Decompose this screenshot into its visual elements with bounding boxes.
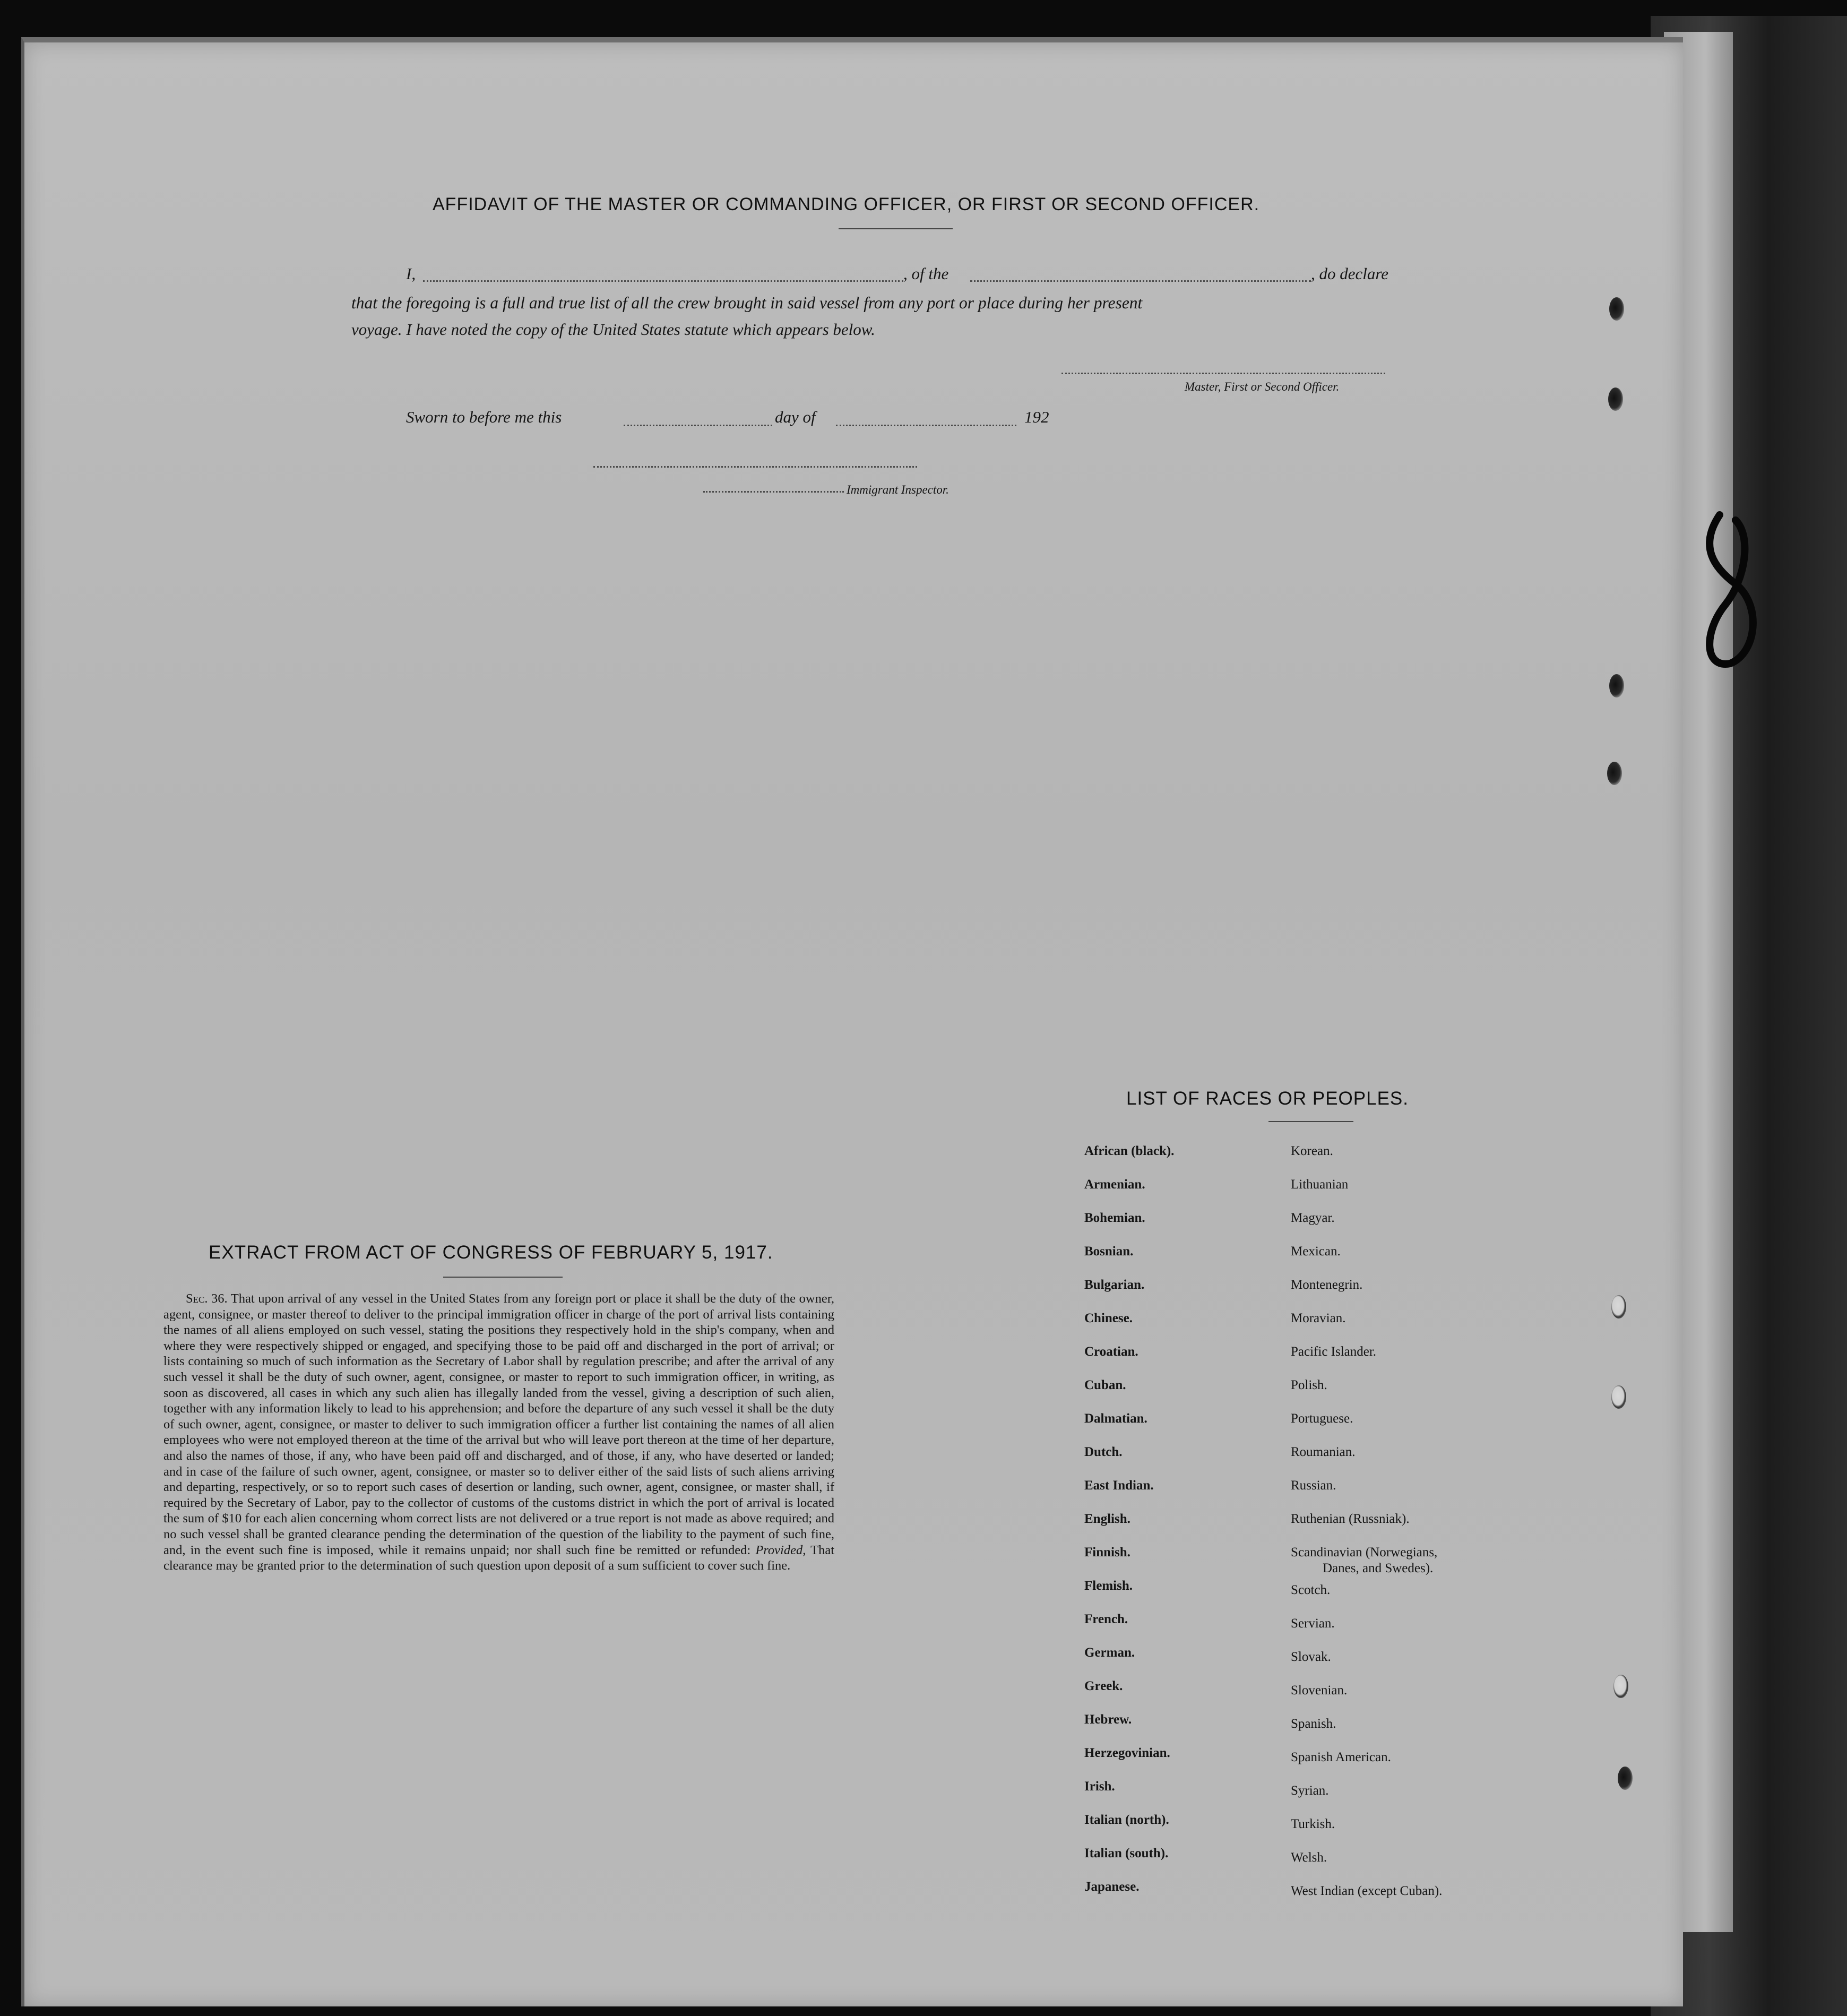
extract-title: EXTRACT FROM ACT OF CONGRESS OF FEBRUARY 5, 1917. [209, 1242, 773, 1263]
affidavit-title: AFFIDAVIT OF THE MASTER OR COMMANDING OFFICER, OR FIRST OR SECOND OFFICER. [433, 194, 1260, 214]
binder-hole [1609, 297, 1624, 321]
race-item: Magyar. [1291, 1211, 1335, 1225]
inspector-name-field[interactable] [703, 491, 844, 493]
race-item: Finnish. [1084, 1545, 1130, 1560]
race-item: Bulgarian. [1084, 1278, 1145, 1292]
master-caption: Master, First or Second Officer. [1185, 380, 1340, 393]
binder-hole [1611, 1295, 1626, 1319]
extract-text-part2: That clearance may be granted prior to the determination of such question upon deposit of a sum sufficient to cover such fine. [163, 1543, 835, 1573]
sworn-day-field[interactable] [624, 425, 772, 426]
proviso-label: Provided, [755, 1543, 806, 1557]
race-item: Spanish American. [1291, 1750, 1391, 1764]
master-signature-field[interactable] [1061, 373, 1385, 374]
race-item: Portuguese. [1291, 1411, 1353, 1426]
race-item: Mexican. [1291, 1244, 1341, 1259]
binder-hole [1607, 762, 1622, 785]
race-item: Korean. [1291, 1144, 1333, 1158]
race-item: Syrian. [1291, 1784, 1329, 1798]
inspector-caption: Immigrant Inspector. [847, 483, 949, 496]
race-item: East Indian. [1084, 1478, 1154, 1493]
bleed-through-text [159, 159, 1486, 191]
race-item: Cuban. [1084, 1378, 1126, 1392]
race-item: Scotch. [1291, 1583, 1331, 1597]
race-item: Polish. [1291, 1378, 1327, 1392]
race-item: Moravian. [1291, 1311, 1346, 1325]
race-item: German. [1084, 1645, 1135, 1660]
race-item: Armenian. [1084, 1177, 1145, 1192]
race-item: Turkish. [1291, 1817, 1335, 1831]
race-item: Ruthenian (Russniak). [1291, 1512, 1410, 1526]
race-item: French. [1084, 1612, 1128, 1626]
race-item: Roumanian. [1291, 1445, 1356, 1459]
race-item: Dalmatian. [1084, 1411, 1147, 1426]
race-item: Lithuanian [1291, 1177, 1349, 1192]
binder-hole [1609, 674, 1624, 697]
declarant-name-field[interactable] [423, 280, 903, 282]
inspector-signature-line[interactable] [593, 466, 917, 468]
sworn-label: Sworn to before me this [406, 408, 562, 426]
binder-hole [1618, 1767, 1633, 1790]
race-item: Italian (north). [1084, 1813, 1169, 1827]
race-item: Bohemian. [1084, 1211, 1145, 1225]
race-item: Danes, and Swedes). [1323, 1561, 1434, 1575]
race-item: Irish. [1084, 1779, 1115, 1794]
race-item: West Indian (except Cuban). [1291, 1884, 1443, 1898]
affidavit-line-3: voyage. I have noted the copy of the United States statute which appears below. [351, 320, 875, 339]
extract-text-part1: That upon arrival of any vessel in the United States from any foreign port or place it shall be the duty of the owner, agent, consignee, or master thereof to deliver to the principal immigration officer in charge of the port of arrival lists containing the names of all aliens employed on such vessel, stating the positions they respectively hold in the ship's company, when and where they were respectively shipped or engaged, and specifying those to be paid off and discharged in the port of arrival; or lists containing so much of such information as the Secretary of Labor shall by regulation prescribe; and after the arrival of any such vessel it shall be the duty of such owner, agent, consignee, or master to report to such immigration officer, in writing, as soon as discovered, all cases in which any such alien has illegally landed from the vessel, giving a description of such alien, together with any information likely to lead to his apprehension; and before the departure of any such vessel it shall be the duty of such owner, agent, consignee, or master to deliver to such immigration officer a further list containing the names of all alien employees who were not employed thereon at the time of the arrival but who will leave port thereon at the time of her departure, and also the names of those, if any, who have been paid off and discharged, and of those, if any, who have deserted or landed; and in case of the failure of such owner, agent, consignee, or master so to deliver either of the said lists of such aliens arriving and departing, respectively, or so to report such cases of desertion or landing, such owner, agent, consignee, or master shall, if required by the Secretary of Labor, pay to the collector of customs of the customs district in which the port of arrival is located the sum of $10 for each alien concerning whom correct lists are not delivered or a true report is not made as above required; and no such vessel shall be granted clearance pending the determination of the question of the liability to the payment of such fine, and, in the event such fine is imposed, while it remains unpaid; nor shall such fine be remitted or refunded: [163, 1291, 834, 1557]
race-item: Slovenian. [1291, 1683, 1348, 1698]
race-item: Scandinavian (Norwegians, [1291, 1545, 1438, 1560]
year-label: 192 [1024, 408, 1049, 426]
race-item: African (black). [1084, 1144, 1175, 1158]
race-item: Spanish. [1291, 1717, 1336, 1731]
section-label: Sec. 36. [186, 1291, 228, 1306]
race-item: Greek. [1084, 1679, 1123, 1693]
extract-rule [443, 1277, 563, 1278]
extract-body [163, 1291, 834, 1574]
affidavit-line-2: that the foregoing is a full and true list of all the crew brought in said vessel from any port or place during her present [351, 294, 1143, 312]
binder-hole [1613, 1675, 1628, 1698]
race-item: Pacific Islander. [1291, 1345, 1377, 1359]
race-item: Dutch. [1084, 1445, 1123, 1459]
race-item: Welsh. [1291, 1850, 1327, 1865]
race-item: Croatian. [1084, 1345, 1138, 1359]
race-item: Russian. [1291, 1478, 1336, 1493]
affidavit-i-label: I, [406, 264, 416, 283]
race-item: Italian (south). [1084, 1846, 1169, 1860]
race-item: Chinese. [1084, 1311, 1133, 1325]
races-title: LIST OF RACES OR PEOPLES. [1126, 1088, 1409, 1109]
title-rule [839, 228, 953, 229]
affidavit-of-the-label: , of the [903, 264, 949, 283]
race-item: Flemish. [1084, 1579, 1133, 1593]
sworn-month-field[interactable] [836, 425, 1016, 426]
race-item: English. [1084, 1512, 1130, 1526]
binder-hole [1608, 387, 1623, 411]
race-item: Hebrew. [1084, 1712, 1132, 1727]
affidavit-declare-label: , do declare [1311, 264, 1389, 283]
race-item: Herzegovinian. [1084, 1746, 1170, 1760]
race-item: Slovak. [1291, 1650, 1331, 1664]
handwritten-mark [1693, 504, 1773, 674]
race-item: Bosnian. [1084, 1244, 1134, 1259]
race-item: Servian. [1291, 1616, 1335, 1631]
day-of-label: day of [775, 408, 816, 426]
binder-hole [1611, 1385, 1626, 1409]
races-rule [1268, 1121, 1353, 1122]
race-item: Montenegrin. [1291, 1278, 1363, 1292]
race-item: Japanese. [1084, 1880, 1140, 1894]
vessel-name-field[interactable] [970, 280, 1311, 282]
